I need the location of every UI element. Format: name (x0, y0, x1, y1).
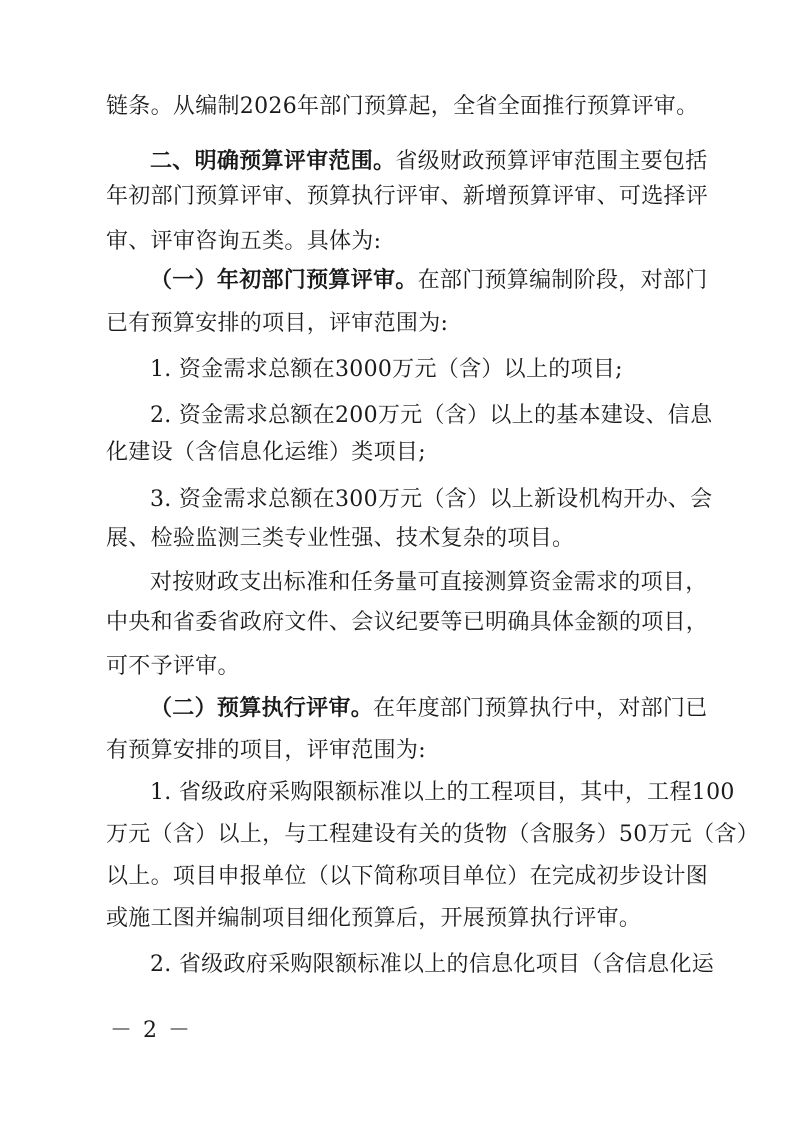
subsection-heading: （一）年初部门预算评审。 (150, 267, 418, 293)
list-item-line: 2. 省级政府采购限额标准以上的信息化项目（含信息化运 (150, 952, 715, 977)
section-heading: 二、明确预算评审范围。 (150, 148, 396, 174)
paragraph-text: 省级财政预算评审范围主要包括 (395, 149, 708, 174)
paragraph-text: 在部门预算编制阶段，对部门 (417, 268, 708, 293)
subsection-heading: （二）预算执行评审。 (150, 695, 374, 721)
paragraph-line: 中央和省委省政府文件、会议纪要等已明确具体金额的项目， (106, 610, 709, 635)
paragraph-line: 已有预算安排的项目，评审范围为: (106, 311, 449, 336)
paragraph-line: 对按财政支出标准和任务量可直接测算资金需求的项目， (150, 570, 708, 595)
paragraph-line: 万元（含）以上，与工程建设有关的货物（含服务）50万元（含） (106, 822, 759, 847)
subsection-heading-line (150, 265, 750, 296)
subsection-heading-line (150, 693, 750, 724)
paragraph-text: 在年度部门预算执行中，对部门已 (373, 696, 708, 721)
section-heading-line (150, 146, 750, 177)
paragraph-line: 以上。项目申报单位（以下简称项目单位）在完成初步设计图 (106, 864, 709, 889)
paragraph-line: 有预算安排的项目，评审范围为: (106, 738, 426, 763)
paragraph-line: 审、评审咨询五类。具体为: (106, 229, 382, 254)
list-item-line: 1. 资金需求总额在3000万元（含）以上的项目; (150, 357, 623, 382)
paragraph-line: 可不予评审。 (106, 654, 240, 679)
page-number: － 2 － (110, 1018, 192, 1043)
paragraph-line: 链条。从编制2026年部门预算起，全省全面推行预算评审。 (106, 94, 699, 119)
list-item-line: 1. 省级政府采购限额标准以上的工程项目，其中，工程100 (150, 780, 735, 805)
paragraph-line: 年初部门预算评审、预算执行评审、新增预算评审、可选择评 (106, 184, 709, 209)
paragraph-line: 展、检验监测三类专业性强、技术复杂的项目。 (106, 526, 575, 551)
list-item-line: 3. 资金需求总额在300万元（含）以上新设机构开办、会 (150, 487, 713, 512)
paragraph-line: 化建设（含信息化运维）类项目; (106, 440, 426, 465)
list-item-line: 2. 资金需求总额在200万元（含）以上的基本建设、信息 (150, 403, 713, 428)
paragraph-line: 或施工图并编制项目细化预算后，开展预算执行评审。 (106, 906, 642, 931)
